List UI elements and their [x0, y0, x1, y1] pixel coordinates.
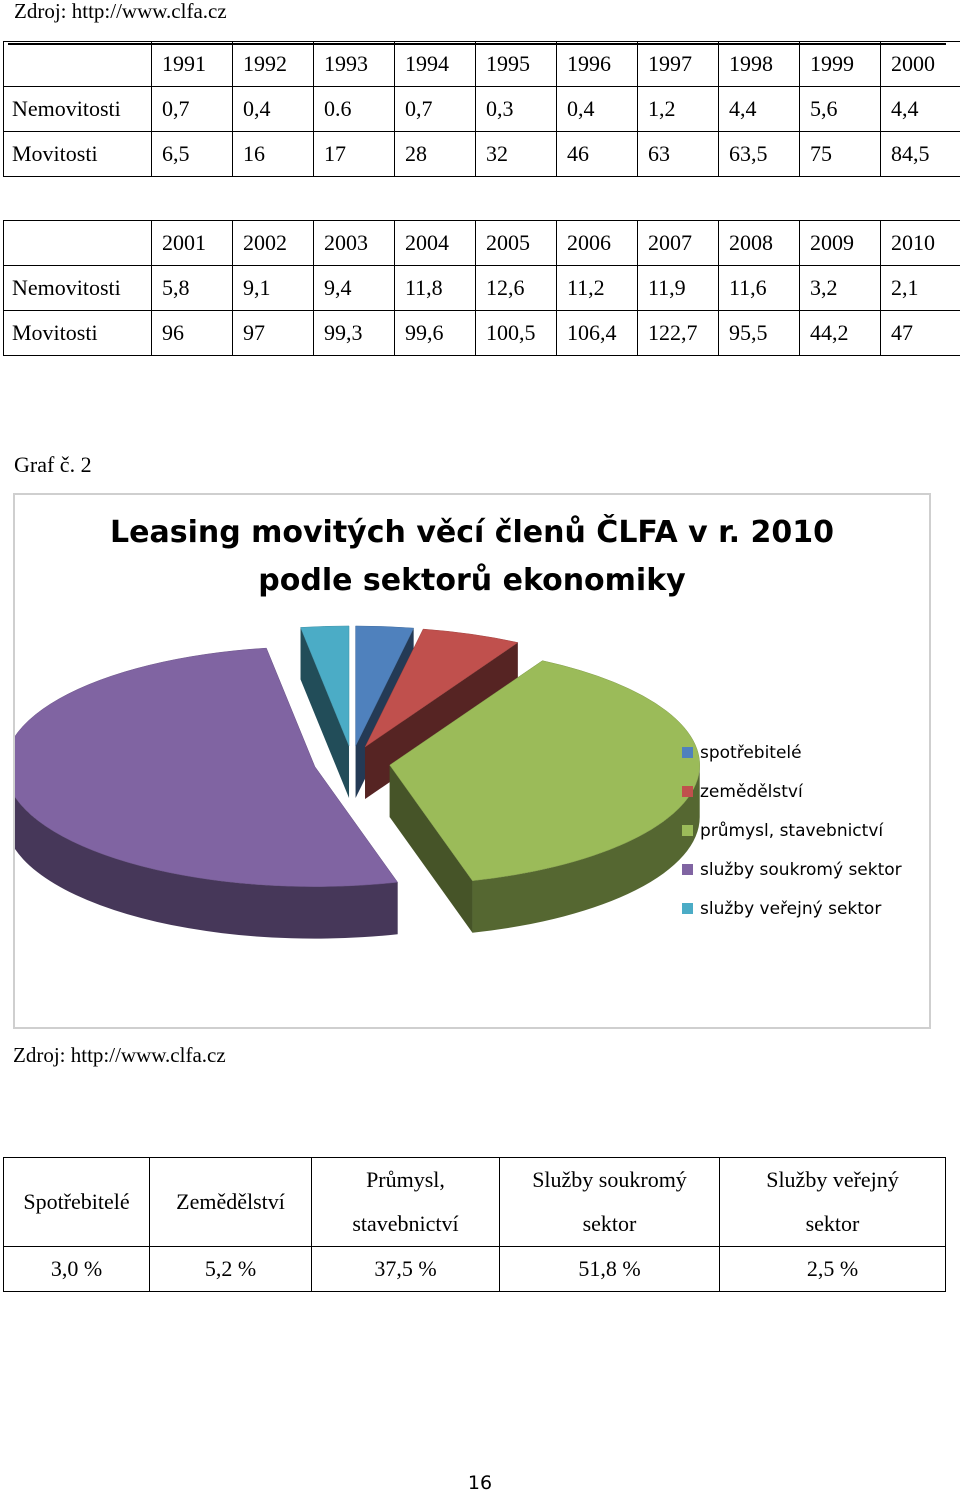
legend-swatch — [682, 903, 693, 914]
table-cell: 2,5 % — [720, 1247, 946, 1292]
year-cell: 1992 — [233, 42, 314, 87]
header-cell — [4, 1158, 150, 1247]
year-cell: 2005 — [476, 221, 557, 266]
year-cell: 1999 — [800, 42, 881, 87]
legend-item — [682, 889, 902, 928]
year-cell: 2001 — [152, 221, 233, 266]
legend-label: spotřebitelé — [700, 742, 802, 763]
table-cell: 3,0 % — [4, 1247, 150, 1292]
row-label: Movitosti — [4, 311, 152, 356]
table-row — [4, 266, 960, 311]
legend-swatch — [682, 825, 693, 836]
table-cell: 11,6 — [719, 266, 800, 311]
table-cell: 17 — [314, 132, 395, 177]
legend-swatch — [682, 786, 693, 797]
table-cell: 97 — [233, 311, 314, 356]
table-row — [4, 87, 960, 132]
table-cell: 1,2 — [638, 87, 719, 132]
header-line: sektor — [582, 1211, 637, 1236]
table-cell: 0,7 — [395, 87, 476, 132]
legend-label: služby soukromý sektor — [700, 859, 902, 880]
year-cell: 1997 — [638, 42, 719, 87]
row-label: Movitosti — [4, 132, 152, 177]
table-row — [4, 1247, 946, 1292]
table-cell: 0,7 — [152, 87, 233, 132]
legend-label: zemědělství — [700, 781, 803, 802]
year-cell: 2002 — [233, 221, 314, 266]
sector-shares-table — [3, 1157, 946, 1292]
table-cell: 122,7 — [638, 311, 719, 356]
table-cell: 44,2 — [800, 311, 881, 356]
table-header-row — [4, 221, 960, 266]
header-cell — [150, 1158, 312, 1247]
header-cell — [312, 1158, 500, 1247]
table-cell: 2,1 — [881, 266, 960, 311]
table-cell: 5,6 — [800, 87, 881, 132]
table-row — [4, 132, 960, 177]
year-cell: 2010 — [881, 221, 960, 266]
table-cell: 12,6 — [476, 266, 557, 311]
year-cell: 2004 — [395, 221, 476, 266]
table-cell: 4,4 — [881, 87, 960, 132]
table-cell: 84,5 — [881, 132, 960, 177]
table-cell: 46 — [557, 132, 638, 177]
year-cell: 2006 — [557, 221, 638, 266]
corner-cell — [4, 221, 152, 266]
year-cell: 1995 — [476, 42, 557, 87]
legend-label: průmysl, stavebnictví — [700, 820, 884, 841]
year-cell: 1993 — [314, 42, 395, 87]
table-cell: 0,4 — [233, 87, 314, 132]
header-line: Služby veřejný — [766, 1167, 899, 1192]
table-cell: 63,5 — [719, 132, 800, 177]
header-cell — [720, 1158, 946, 1247]
table-row — [4, 311, 960, 356]
chart-title-line: podle sektorů ekonomiky — [258, 563, 686, 598]
table-cell: 0,4 — [557, 87, 638, 132]
table-cell: 6,5 — [152, 132, 233, 177]
year-cell: 1998 — [719, 42, 800, 87]
table-cell: 95,5 — [719, 311, 800, 356]
year-cell: 1996 — [557, 42, 638, 87]
table-cell: 0.6 — [314, 87, 395, 132]
header-line: Služby soukromý — [532, 1167, 687, 1192]
table-cell: 47 — [881, 311, 960, 356]
table-cell: 11,8 — [395, 266, 476, 311]
header-cell — [500, 1158, 720, 1247]
row-label: Nemovitosti — [4, 266, 152, 311]
source-note-top: Zdroj: http://www.clfa.cz — [14, 0, 227, 23]
table-cell: 4,4 — [719, 87, 800, 132]
table-cell: 11,9 — [638, 266, 719, 311]
row-label: Nemovitosti — [4, 87, 152, 132]
table-cell: 0,3 — [476, 87, 557, 132]
table-cell: 3,2 — [800, 266, 881, 311]
leasing-table-1991-2000 — [3, 41, 960, 177]
year-cell: 2009 — [800, 221, 881, 266]
table-cell: 9,1 — [233, 266, 314, 311]
chart-legend — [682, 733, 902, 928]
table-cell: 99,6 — [395, 311, 476, 356]
page-number: 16 — [467, 1472, 493, 1494]
table-cell: 32 — [476, 132, 557, 177]
pie-chart — [13, 493, 931, 1029]
year-cell: 1994 — [395, 42, 476, 87]
table-cell: 63 — [638, 132, 719, 177]
legend-item — [682, 850, 902, 889]
table-cell: 28 — [395, 132, 476, 177]
year-cell: 2003 — [314, 221, 395, 266]
source-note-bottom: Zdroj: http://www.clfa.cz — [13, 1043, 226, 1067]
table-cell: 96 — [152, 311, 233, 356]
table-cell: 9,4 — [314, 266, 395, 311]
year-cell: 2000 — [881, 42, 960, 87]
header-line: Průmysl, — [366, 1167, 445, 1192]
legend-label: služby veřejný sektor — [700, 898, 882, 919]
table-cell: 99,3 — [314, 311, 395, 356]
legend-item — [682, 772, 902, 811]
year-cell: 1991 — [152, 42, 233, 87]
table-cell: 16 — [233, 132, 314, 177]
table-header-row — [4, 42, 960, 87]
table-cell: 100,5 — [476, 311, 557, 356]
table-header-row — [4, 1158, 946, 1247]
table-cell: 5,2 % — [150, 1247, 312, 1292]
header-line: sektor — [805, 1211, 860, 1236]
legend-swatch — [682, 747, 693, 758]
chart-title-line: Leasing movitých věcí členů ČLFA v r. 2010 — [110, 515, 834, 550]
header-line: Zemědělství — [176, 1189, 285, 1214]
table-cell: 51,8 % — [500, 1247, 720, 1292]
year-cell: 2007 — [638, 221, 719, 266]
header-line: stavebnictví — [352, 1211, 459, 1236]
header-line: Spotřebitelé — [23, 1189, 130, 1214]
leasing-table-2001-2010 — [3, 220, 960, 356]
legend-item — [682, 733, 902, 772]
table-cell: 5,8 — [152, 266, 233, 311]
legend-item — [682, 811, 902, 850]
table-cell: 11,2 — [557, 266, 638, 311]
corner-cell — [4, 42, 152, 87]
table-cell: 75 — [800, 132, 881, 177]
table-cell: 106,4 — [557, 311, 638, 356]
chart-caption: Graf č. 2 — [14, 452, 92, 477]
year-cell: 2008 — [719, 221, 800, 266]
table-cell: 37,5 % — [312, 1247, 500, 1292]
legend-swatch — [682, 864, 693, 875]
